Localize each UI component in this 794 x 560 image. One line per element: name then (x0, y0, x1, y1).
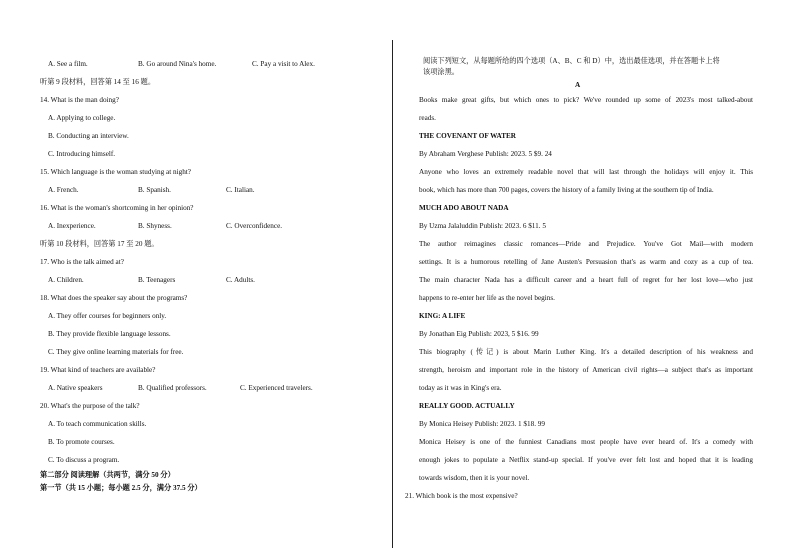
book-4-title: REALLY GOOD. ACTUALLY (419, 402, 515, 410)
intro-line-2: reads. (419, 114, 436, 122)
book-1-text-line-2: book, which has more than 700 pages, covers the history of a family living at the southern tip of India. (419, 186, 714, 194)
q18-option-c: C. They give online learning materials for free. (48, 348, 184, 356)
q13-option-c: C. Pay a visit to Alex. (252, 60, 315, 68)
q20-option-a: A. To teach communication skills. (48, 420, 147, 428)
book-1-title: THE COVENANT OF WATER (419, 132, 516, 140)
q15-option-b: B. Spanish. (138, 186, 171, 194)
q14-option-c: C. Introducing himself. (48, 150, 116, 158)
question-21: 21. Which book is the most expensive? (405, 492, 518, 500)
section-9-heading: 听第 9 段材料，回答第 14 至 16 题。 (40, 78, 156, 86)
book-2-text-line-4: happens to re-enter her life as the novel begins. (419, 294, 555, 302)
book-4-text-line-2: enough jokes to populate a Netflix stand-up special. If you've ever felt lost and hoped that it is leading (419, 456, 753, 464)
book-4-text-line-3: towards wisdom, then it is your novel. (419, 474, 530, 482)
book-1-text-line-1: Anyone who loves an extremely readable novel that will last through the holidays will enjoy it. This (419, 168, 753, 176)
part-2-section-1-heading: 第一节（共 15 小题；每小题 2.5 分，满分 37.5 分） (40, 484, 202, 492)
book-3-text-line-3: today as it was in King's era. (419, 384, 502, 392)
q18-option-b: B. They provide flexible language lessons. (48, 330, 171, 338)
question-18: 18. What does the speaker say about the programs? (40, 294, 188, 302)
intro-line-1: Books make great gifts, but which ones to pick? We've rounded up some of 2023's most talked-about (419, 96, 753, 104)
book-1-meta: By Abraham Verghese Publish: 2023. 5 $9. 24 (419, 150, 552, 158)
q16-option-b: B. Shyness. (138, 222, 172, 230)
book-3-text-line-2: strength, heroism and important role in the history of American civil rights—a subject that's as important (419, 366, 753, 374)
book-2-meta: By Uzma Jalaluddin Publish: 2023. 6 $11. 5 (419, 222, 546, 230)
column-divider (392, 40, 393, 548)
section-10-heading: 听第 10 段材料，回答第 17 至 20 题。 (40, 240, 159, 248)
instructions-line-2: 该项涂黑。 (423, 68, 459, 76)
q17-option-b: B. Teenagers (138, 276, 176, 284)
book-4-text-line-1: Monica Heisey is one of the funniest Canadians most people have ever heard of. It's a comedy with (419, 438, 753, 446)
book-3-text-line-1: This biography (传记) is about Marin Luther King. It's a detailed description of his weakness and (419, 348, 753, 356)
q18-option-a: A. They offer courses for beginners only. (48, 312, 167, 320)
question-17: 17. Who is the talk aimed at? (40, 258, 124, 266)
book-4-meta: By Monica Heisey Publish: 2023. 1 $18. 99 (419, 420, 545, 428)
q17-option-c: C. Adults. (226, 276, 255, 284)
instructions-line-1: 阅读下列短文，从每题所给的四个选项（A、B、C 和 D）中，选出最佳选项，并在答题卡上将 (423, 57, 720, 65)
q19-option-c: C. Experienced travelers. (240, 384, 313, 392)
part-2-heading: 第二部分 阅读理解（共两节，满分 50 分） (40, 471, 175, 479)
q13-option-b: B. Go around Nina's home. (138, 60, 217, 68)
q14-option-b: B. Conducting an interview. (48, 132, 129, 140)
book-2-text-line-3: The main character Nada has a difficult career and a heart full of regret for her lost love—who just (419, 276, 753, 284)
question-15: 15. Which language is the woman studying at night? (40, 168, 191, 176)
book-2-title: MUCH ADO ABOUT NADA (419, 204, 509, 212)
q20-option-c: C. To discuss a program. (48, 456, 120, 464)
book-3-title: KING: A LIFE (419, 312, 466, 320)
passage-label: A (575, 81, 581, 89)
q19-option-a: A. Native speakers (48, 384, 103, 392)
q20-option-b: B. To promote courses. (48, 438, 115, 446)
q16-option-c: C. Overconfidence. (226, 222, 283, 230)
q19-option-b: B. Qualified professors. (138, 384, 207, 392)
q15-option-c: C. Italian. (226, 186, 255, 194)
question-14: 14. What is the man doing? (40, 96, 119, 104)
q16-option-a: A. Inexperience. (48, 222, 96, 230)
book-3-meta: By Jonathan Eig Publish: 2023, 5 $16. 99 (419, 330, 539, 338)
book-2-text-line-1: The author reimagines classic romances—Pride and Prejudice. You've Got Mail—with modern (419, 240, 753, 248)
question-20: 20. What's the purpose of the talk? (40, 402, 140, 410)
q14-option-a: A. Applying to college. (48, 114, 116, 122)
q13-option-a: A. See a film. (48, 60, 88, 68)
question-16: 16. What is the woman's shortcoming in her opinion? (40, 204, 194, 212)
question-19: 19. What kind of teachers are available? (40, 366, 156, 374)
q17-option-a: A. Children. (48, 276, 84, 284)
q15-option-a: A. French. (48, 186, 79, 194)
book-2-text-line-2: settings. It is a humorous retelling of Jane Austen's Persuasion that's as warm and cozy as a cup of tea. (419, 258, 753, 266)
